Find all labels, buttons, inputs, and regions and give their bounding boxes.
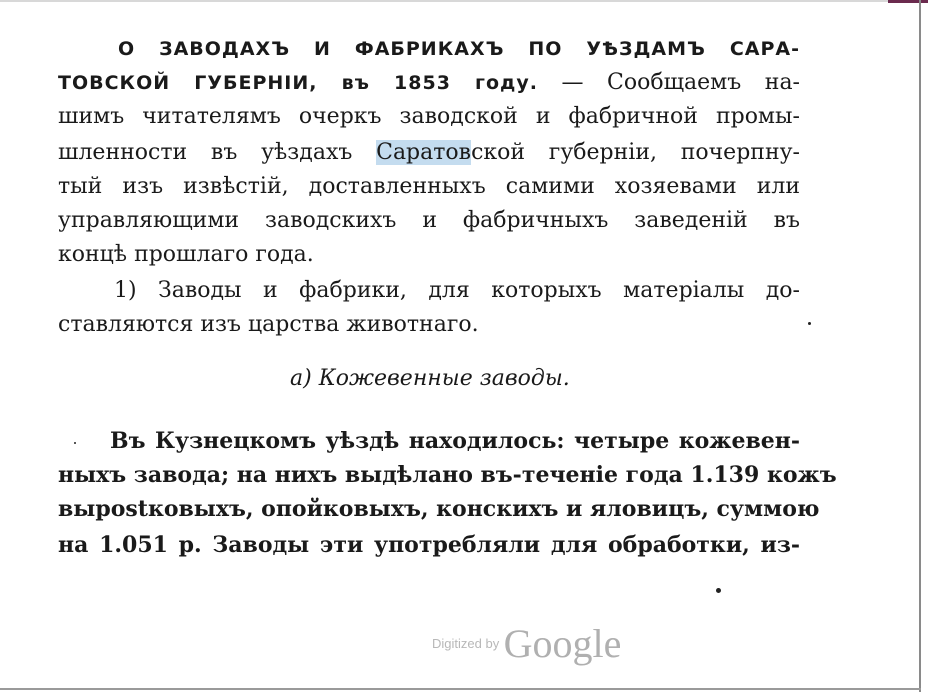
paragraph-line: ставляются изъ царства животнаго.	[58, 312, 479, 337]
paragraph-line: шимъ читателямъ очеркъ заводской и фабричной промы-	[58, 104, 800, 129]
digitized-by-google-watermark	[432, 620, 621, 667]
paragraph-line: управляющими заводскихъ и фабричныхъ заведеній въ	[58, 208, 800, 233]
paragraph-text: — Сообщаемъ на-	[561, 70, 800, 95]
section-subtitle: а) Кожевенные заводы.	[290, 366, 570, 391]
paragraph-line: тый изъ извѣстій, доставленныхъ самими хозяевами или	[58, 174, 800, 199]
paragraph-line: вырostковыхъ, опойковыхъ, конскихъ и яловицъ, суммою	[58, 496, 820, 522]
article-heading-line: О ЗАВОДАХЪ И ФАБРИКАХЪ ПО УѢЗДАМЪ САРА-	[118, 38, 800, 60]
paragraph-line: концѣ прошлаго года.	[58, 242, 314, 267]
paragraph-line	[58, 68, 800, 98]
scan-speck	[716, 588, 721, 593]
viewer-bottom-border	[0, 688, 921, 690]
paragraph-line	[58, 138, 800, 168]
paragraph-line: Въ Кузнецкомъ уѣздѣ находилось: четыре кожевен-	[110, 428, 800, 454]
paragraph-line: на 1.051 р. Заводы эти употребляли для обработки, из-	[58, 532, 800, 558]
article-heading-continuation: ТОВСКОЙ ГУБЕРНІИ, въ 1853 году.	[58, 72, 538, 94]
paragraph-text: ской губерніи, почерпну-	[471, 140, 800, 165]
watermark-prefix: Digitized by	[432, 636, 500, 651]
viewer-right-border	[919, 0, 921, 692]
scan-speck	[808, 322, 811, 325]
paragraph-text: шленности въ уѣздахъ	[58, 140, 377, 165]
text-selection-highlight[interactable]: Саратов	[376, 140, 472, 165]
paragraph-line: ныхъ завода; на нихъ выдѣлано въ-теченіе года 1.139 кожъ	[58, 462, 837, 488]
paragraph-line: 1) Заводы и фабрики, для которыхъ матеріалы до-	[114, 278, 800, 303]
scan-speck	[74, 442, 76, 444]
google-logo: Google	[503, 621, 622, 666]
